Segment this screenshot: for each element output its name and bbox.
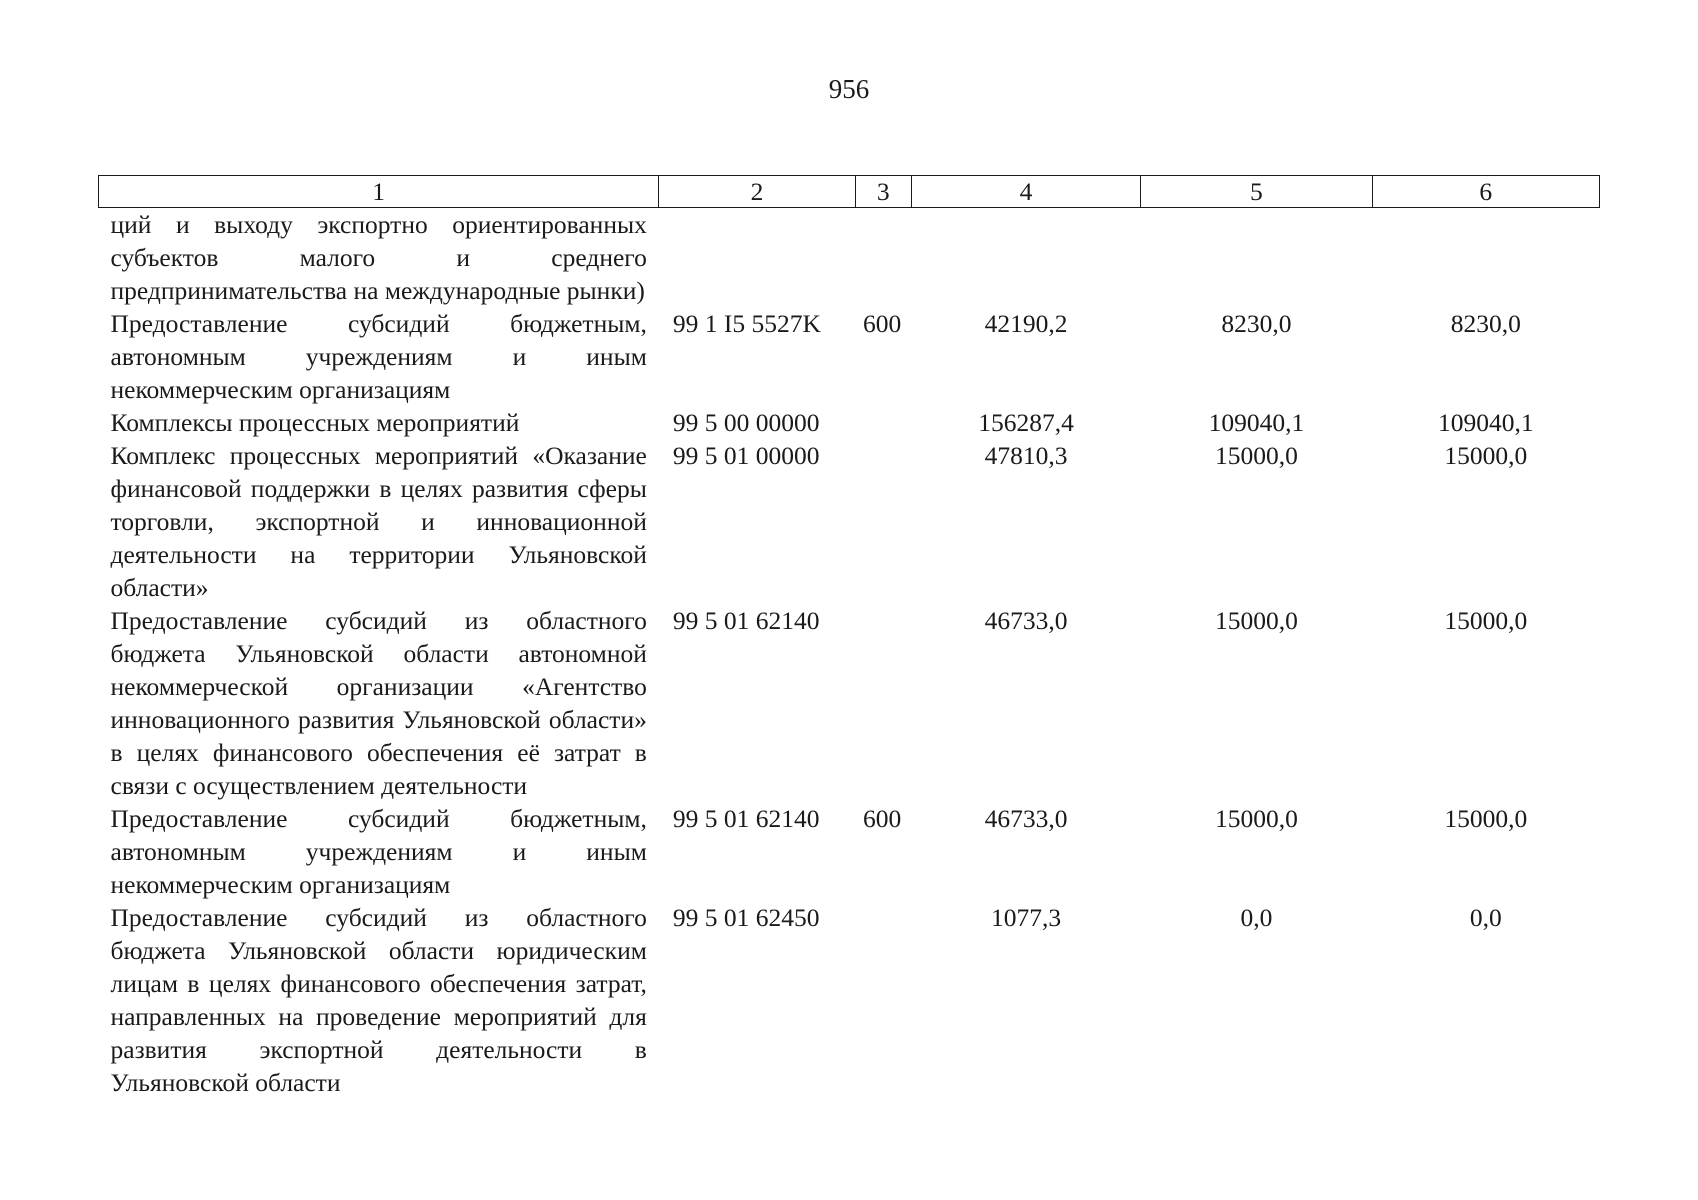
row-description: ций и выходу экспортно ориентированных субъектов малого и среднего предпринимательства на международные рынки): [110, 210, 647, 305]
row-expense-type: [855, 901, 911, 1099]
row-expense-type: 600: [863, 309, 902, 338]
row-expense-type: [855, 208, 911, 308]
table-header-row: [99, 176, 1600, 208]
row-description: Предоставление субсидий из областного бюджета Ульяновской области юридическим лицам в целях финансового обеспечения затрат, направленных на проведение мероприятий для развития экспортной деятельности в Ульяновской области: [110, 903, 647, 1097]
row-expense-type: 600: [863, 804, 902, 833]
row-value-5: 0,0: [1240, 903, 1273, 932]
table-row: [99, 802, 1600, 901]
row-expense-type: [855, 439, 911, 604]
row-value-5: 8230,0: [1221, 309, 1292, 338]
row-value-5: 15000,0: [1214, 804, 1298, 833]
row-description: Предоставление субсидий бюджетным, автономным учреждениям и иным некоммерческим организациям: [110, 309, 647, 404]
row-value-4: 42190,2: [984, 309, 1068, 338]
table-row: [99, 604, 1600, 802]
table-row: [99, 208, 1600, 308]
row-value-4: 46733,0: [984, 804, 1068, 833]
row-target-code: 99 5 01 62140: [672, 606, 820, 635]
table-row: [99, 901, 1600, 1099]
row-description: Предоставление субсидий бюджетным, автономным учреждениям и иным некоммерческим организациям: [110, 804, 647, 899]
row-value-4: 1077,3: [990, 903, 1062, 932]
row-value-6: 15000,0: [1444, 606, 1528, 635]
row-target-code: 99 5 01 62140: [672, 804, 820, 833]
column-header-5: 5: [1141, 176, 1372, 208]
row-value-5: [1141, 208, 1372, 308]
row-target-code: [659, 208, 855, 308]
row-value-5: 15000,0: [1214, 441, 1298, 470]
row-target-code: 99 5 01 62450: [672, 903, 820, 932]
row-value-4: 46733,0: [984, 606, 1068, 635]
row-value-4: 47810,3: [984, 441, 1068, 470]
row-value-5: 109040,1: [1208, 408, 1305, 437]
table-row: [99, 307, 1600, 406]
row-target-code: 99 5 01 00000: [672, 441, 820, 470]
column-header-3: 3: [855, 176, 911, 208]
row-target-code: 99 1 I5 5527K: [672, 309, 821, 338]
column-header-1: 1: [99, 176, 659, 208]
row-value-4: 156287,4: [978, 408, 1074, 437]
row-description: Комплексы процессных мероприятий: [110, 408, 520, 437]
row-description: Предоставление субсидий из областного бюджета Ульяновской области автономной некоммерческой организации «Агентство инновационного развития Ульяновской области» в целях финансового обеспечения её затрат в связи с осуществлением деятельности: [110, 606, 647, 800]
table-row: [99, 406, 1600, 439]
row-value-6: 0,0: [1469, 903, 1502, 932]
table-row: [99, 439, 1600, 604]
row-value-6: 15000,0: [1444, 441, 1528, 470]
column-header-2: 2: [659, 176, 855, 208]
budget-table: [98, 175, 1600, 1099]
row-target-code: 99 5 00 00000: [672, 408, 820, 437]
column-header-4: 4: [911, 176, 1140, 208]
row-expense-type: [855, 604, 911, 802]
column-header-6: 6: [1372, 176, 1599, 208]
row-value-6: 15000,0: [1444, 804, 1528, 833]
row-value-4: [911, 208, 1140, 308]
page-number: 956: [828, 74, 870, 104]
row-value-6: 8230,0: [1450, 309, 1521, 338]
row-value-6: 109040,1: [1437, 408, 1534, 437]
row-description: Комплекс процессных мероприятий «Оказание финансовой поддержки в целях развития сферы торговли, экспортной и инновационной деятельности на территории Ульяновской области»: [110, 441, 647, 602]
row-expense-type: [855, 406, 911, 439]
row-value-5: 15000,0: [1214, 606, 1298, 635]
row-value-6: [1372, 208, 1599, 308]
